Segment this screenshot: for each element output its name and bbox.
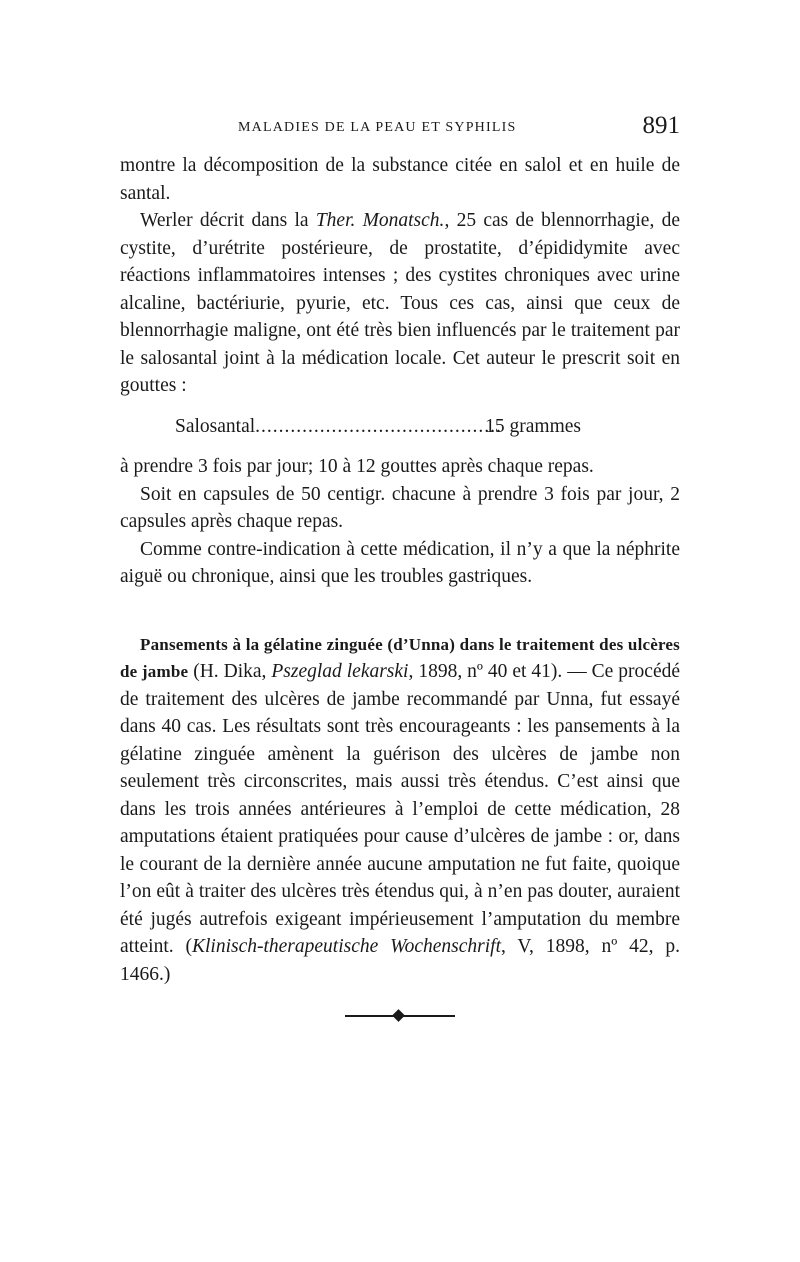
paragraph-dosage: à prendre 3 fois par jour; 10 à 12 gouttes après chaque repas. [120, 456, 594, 477]
citation-open: ( [185, 936, 192, 957]
reference-close: , 1898, nº 40 et 41). — [408, 661, 592, 682]
werler-text-b: , 25 cas de blennorrhagie, de cystite, d’urétrite postérieure, de prostatite, d’épididymite avec réactions inflammatoires intenses ; des cystites chroniques avec urine alcaline, bactériurie, pyurie, etc. Tous ces cas, ainsi que ceux de blennorrhagie maligne, ont été très bien influencés par le traitement par le salosantal joint à la médication locale. Cet auteur le prescrit soit en gouttes : [120, 210, 681, 396]
werler-text-a: Werler décrit dans la [140, 210, 316, 231]
prescription-quantity: 15 grammes [485, 415, 582, 437]
paragraph-werler [120, 207, 680, 400]
reference-open: (H. Dika, [188, 661, 272, 682]
page-number: 891 [642, 112, 680, 139]
paragraph-capsules: Soit en capsules de 50 centigr. chacune à prendre 3 fois par jour, 2 capsules après chaque repas. [120, 483, 680, 532]
section-gap [120, 591, 680, 631]
page-header [120, 114, 680, 148]
paragraph-contraindication: Comme contre-indication à cette médication, il n’y a que la néphrite aiguë ou chronique, ainsi que les troubles gastriques. [120, 538, 680, 587]
citation-rest: , V, 1898, nº 42, p. 1466.) [120, 936, 681, 985]
running-head: MALADIES DE LA PEAU ET SYPHILIS [238, 120, 517, 135]
page-body [120, 152, 680, 1022]
end-ornament-rule [345, 1010, 455, 1022]
journal-title-klinisch: Klinisch-therapeutische Wochenschrift [191, 936, 502, 957]
prescription-line [120, 413, 680, 441]
section-title: Pansements à la gélatine zinguée (d’Unna) dans le traitement des ulcères de jambe [120, 634, 680, 681]
prescription-name: Salosantal [175, 415, 256, 437]
leader-dots: .......................................... [255, 415, 502, 437]
paragraph-continuation: montre la décomposition de la substance citée en salol et en huile de santal. [120, 155, 680, 204]
section-body-text: Ce procédé de traitement des ulcères de jambe recommandé par Unna, fut essayé dans 40 cas. Les résultats sont très encourageants : les pansements à la gélatine zinguée amènent la guérison des ulcères de jambe non seulement très circonscrites, mais aussi très étendus. C’est ainsi que dans les trois années antérieures à l’emploi de cette médication, 28 amputations étaient pratiquées pour cause d’ulcères de jambe : or, dans le courant de la dernière année aucune amputation ne fut faite, quoique l’on eût à traiter des ulcères très étendus qui, à n’en pas douter, auraient été jugés autrefois exigeant impérieusement l’amputation du membre atteint. [120, 661, 680, 957]
journal-title-ther-monatsch: Ther. Monatsch. [315, 210, 445, 231]
journal-title-pszeglad: Pszeglad lekarski [271, 661, 409, 682]
section-paragraph-unna [120, 631, 680, 989]
ornament-diamond-icon [392, 1009, 405, 1022]
